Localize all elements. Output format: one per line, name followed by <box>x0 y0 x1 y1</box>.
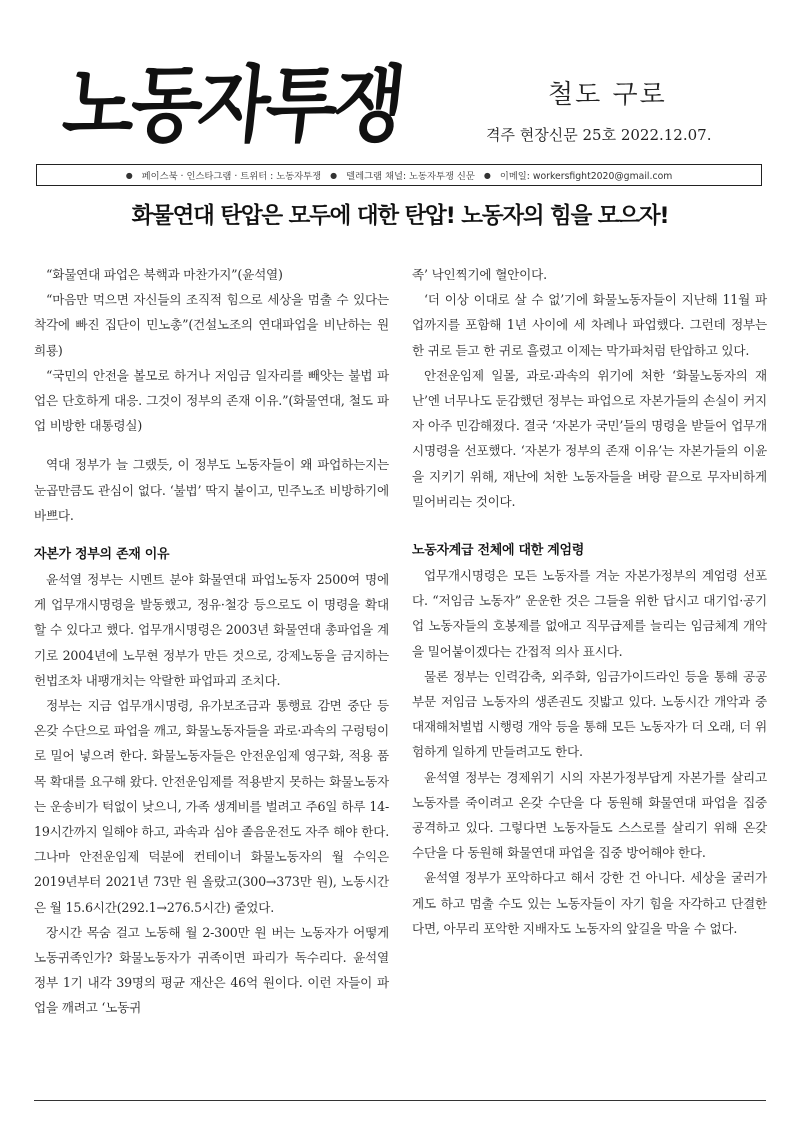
quote-paragraph: “국민의 안전을 볼모로 하거나 저임금 일자리를 빼앗는 불법 파업은 단호하게 대응. 그것이 정부의 존재 이유.”(화물연대, 철도 파업 비방한 대통령실) <box>34 367 389 434</box>
intro-paragraph: 역대 정부가 늘 그랬듯, 이 정부도 노동자들이 왜 파업하는지는 눈곱만큼도 관심이 없다. ‘불법’ 딱지 붙이고, 민주노조 비방하기에 바쁘다. <box>34 457 389 523</box>
body-paragraph: 윤석열 정부가 포악하다고 해서 강한 건 아니다. 세상을 굴러가게도 하고 멈출 수도 있는 노동자들이 자기 힘을 자각하고 단결한다면, 아무리 포악한 지배자도 노동자의 앞길을 막을 수 없다. <box>412 870 767 936</box>
body-paragraph: 윤석열 정부는 시멘트 분야 화물연대 파업노동자 2500여 명에게 업무개시명령을 발동했고, 정유·철강 등으로도 이 명령을 확대할 수 있다고 했다. 업무개시명령은 2003년 화물연대 총파업을 계기로 2004년에 노무현 정부가 만든 것으로, 강제노동을 금지하는 헌법조차 내팽개치는 악랄한 파업파괴 조치다. <box>34 572 389 688</box>
body-paragraph: ‘더 이상 이대로 살 수 없’기에 화물노동자들이 지난해 11월 파업까지를 포함해 1년 사이에 세 차례나 파업했다. 그런데 정부는 한 귀로 듣고 한 귀로 흘렸고 이제는 막가파처럼 탄압하고 있다. <box>412 292 767 358</box>
body-paragraph: 물론 정부는 인력감축, 외주화, 임금가이드라인 등을 통해 공공부문 저임금 노동자의 생존권도 짓밟고 있다. 노동시간 개악과 중대재해처벌법 시행령 개악 등을 통해 모든 노동자가 더 오래, 더 위험하게 일하게 만들려고도 한다. <box>412 668 767 760</box>
article-headline: 화물연대 탄압은 모두에 대한 탄압! 노동자의 힘을 모으자! <box>131 203 669 229</box>
body-paragraph: 윤석열 정부는 경제위기 시의 자본가정부답게 자본가를 살리고 노동자를 죽이려고 온갖 수단을 다 동원해 화물연대 파업을 집중 공격하고 있다. 그렇다면 노동자들도 스스로를 살리기 위해 온갖 수단을 다 동원해 화물연대 파업을 집중 방어해야 한다. <box>412 769 767 861</box>
sns-contact: 페이스북 · 인스타그램 · 트위터 : 노동자투쟁 <box>141 171 322 182</box>
edition-label: 철도 구로 <box>548 80 667 110</box>
section-heading: 노동자계급 전체에 대한 계엄령 <box>412 543 585 559</box>
body-paragraph: 장시간 목숨 걸고 노동해 월 2-300만 원 버는 노동자가 어떻게 노동귀족인가? 화물노동자가 귀족이면 파리가 독수리다. 윤석열 정부 1기 내각 39명의 평균 재산은 46억 원이다. 이런 자들이 파업을 깨려고 ‘노동귀 <box>34 924 389 1016</box>
email-contact: 이메일: workersfight2020@gmail.com <box>499 171 673 182</box>
right-column <box>412 262 767 941</box>
body-paragraph: 안전운임제 일몰, 과로·과속의 위기에 처한 ‘화물노동자의 재난’엔 너무나도 둔감했던 정부는 파업으로 자본가들의 손실이 커지자 아주 민감해졌다. 결국 ‘자본가 국민’들의 명령을 받들어 업무개시명령을 선포했다. ‘자본가 정부의 존재 이유’는 자본가들의 이윤을 지키기 위해, 재난에 처한 노동자들을 벼랑 끝으로 무자비하게 밀어버리는 것이다. <box>412 367 767 509</box>
bullet-icon: ● <box>483 170 491 180</box>
newspaper-title: 노동자투쟁 <box>58 57 407 154</box>
body-paragraph: 업무개시명령은 모든 노동자를 겨눈 자본가정부의 계엄령 선포다. “저임금 노동자” 운운한 것은 그들을 위한 답시고 대기업·공기업 노동자들의 호봉제를 없애고 직무급제를 늘리는 임금체계 개악을 밀어붙이겠다는 간접적 의사 표시다. <box>412 568 767 659</box>
quote-paragraph: “마음만 먹으면 자신들의 조직적 힘으로 세상을 멈출 수 있다는 착각에 빠진 집단이 민노총”(건설노조의 연대파업을 비난하는 원희룡) <box>34 292 389 358</box>
bullet-icon: ● <box>330 170 338 180</box>
telegram-contact: 텔레그램 채널: 노동자투쟁 신문 <box>346 171 475 182</box>
issue-info: 격주 현장신문 25호 2022.12.07. <box>486 126 712 144</box>
bullet-icon: ● <box>125 170 133 180</box>
section-heading: 자본가 정부의 존재 이유 <box>34 547 170 563</box>
continued-paragraph: 족’ 낙인찍기에 혈안이다. <box>412 267 547 282</box>
left-column <box>34 262 389 1021</box>
contact-bar <box>36 164 762 186</box>
body-paragraph: 정부는 지금 업무개시명령, 유가보조금과 통행료 감면 중단 등 온갖 수단으로 파업을 깨고, 화물노동자들을 과로·과속의 구렁텅이로 밀어 넣으려 한다. 화물노동자들은 안전운임제 영구화, 적용 품목 확대를 요구해 왔다. 안전운임제를 적용받지 못하는 화물노동자는 운송비가 턱없이 낮으니, 가족 생계비를 벌려고 주6일 하루 14-19시간까지 일해야 하고, 과속과 심야 졸음운전도 자주 해야 한다. 그나마 안전운임제 덕분에 컨테이너 화물노동자의 월 수익은 2019년부터 2021년 73만 원 올랐고(300→373만 원), 노동시간은 월 15.6시간(292.1→276.5시간) 줄었다. <box>34 698 389 915</box>
quote-paragraph: “화물연대 파업은 북핵과 마찬가지”(윤석열) <box>46 267 283 282</box>
bottom-divider <box>34 1100 766 1101</box>
